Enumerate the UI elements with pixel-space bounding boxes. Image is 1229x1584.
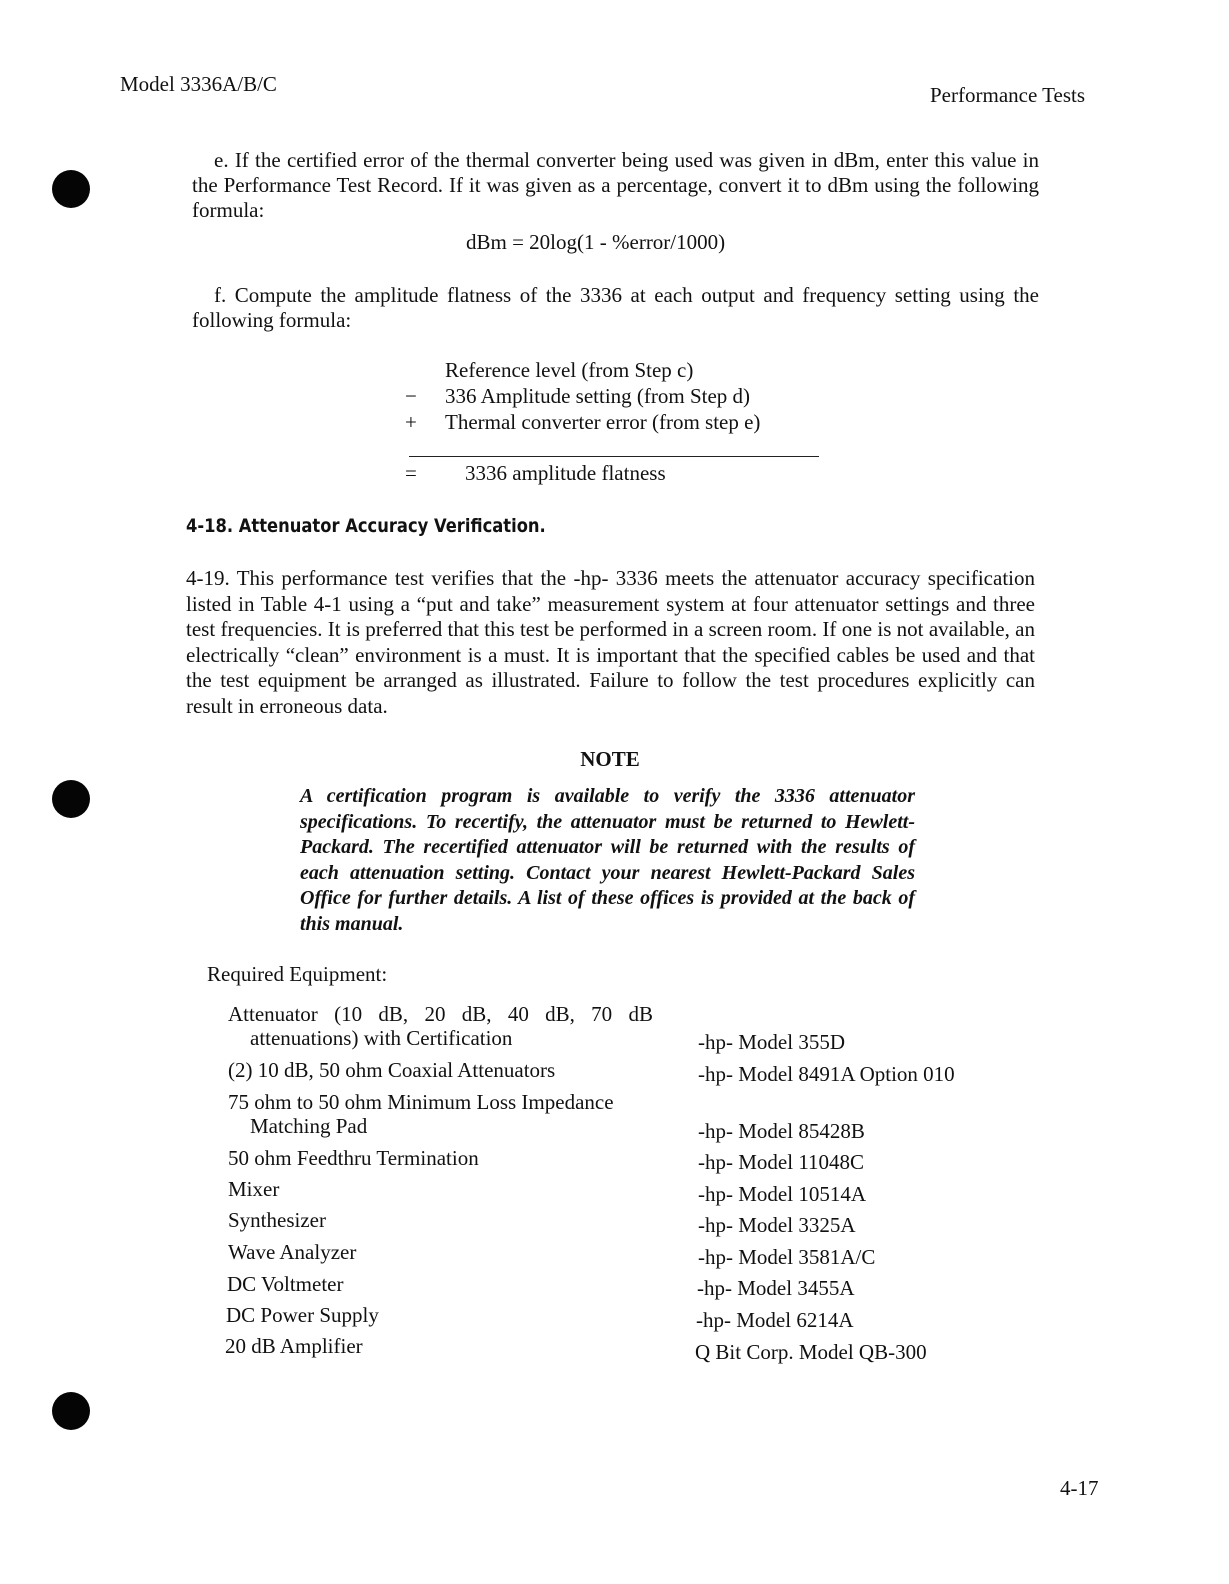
- minus-sign: −: [405, 384, 417, 408]
- equipment-name-mixer: Mixer: [228, 1177, 280, 1201]
- equipment-name-coaxial-attenuators: (2) 10 dB, 50 ohm Coaxial Attenuators: [228, 1058, 556, 1082]
- equipment-name-feedthru: 50 ohm Feedthru Termination: [228, 1146, 479, 1170]
- equipment-name-matching-pad: 75 ohm to 50 ohm Minimum Loss Impedance Matching Pad: [228, 1090, 614, 1138]
- equipment-model-feedthru: -hp- Model 11048C: [698, 1150, 865, 1174]
- equipment-name-synthesizer: Synthesizer: [228, 1208, 326, 1232]
- note-title: NOTE: [580, 747, 640, 771]
- equipment-model-matching-pad: -hp- Model 85428B: [698, 1119, 865, 1143]
- equipment-name-attenuator: Attenuator (10 dB, 20 dB, 40 dB, 70 dB attenuations) with Certification: [228, 1002, 653, 1050]
- dbm-formula: dBm = 20log(1 - %error/1000): [466, 230, 726, 254]
- section-heading-4-18: 4-18. Attenuator Accuracy Verification.: [186, 515, 546, 537]
- calc-line-2: 336 Amplitude setting (from Step d): [445, 384, 751, 408]
- binder-hole-middle: [52, 780, 90, 818]
- equipment-model-amplifier: Q Bit Corp. Model QB-300: [695, 1340, 927, 1364]
- step-f-text: f. Compute the amplitude flatness of the 3336 at each output and frequency setting using the following formula:: [192, 283, 1039, 332]
- equals-sign: =: [405, 461, 417, 485]
- equipment-model-synthesizer: -hp- Model 3325A: [698, 1213, 856, 1237]
- equipment-model-dc-voltmeter: -hp- Model 3455A: [697, 1276, 855, 1300]
- binder-hole-bottom: [52, 1392, 90, 1430]
- equipment-model-coaxial-attenuators: -hp- Model 8491A Option 010: [698, 1062, 955, 1086]
- calc-line-reference: [405, 358, 693, 383]
- equipment-name-dc-power-supply: DC Power Supply: [226, 1303, 379, 1327]
- calc-line-3: Thermal converter error (from step e): [445, 410, 761, 434]
- binder-hole-top: [52, 170, 90, 208]
- calc-line-result: [405, 461, 666, 486]
- equipment-model-mixer: -hp- Model 10514A: [698, 1182, 866, 1206]
- paragraph-4-19: 4-19. This performance test verifies that the -hp- 3336 meets the attenuator accuracy specification listed in Table 4-1 using a “put and take” measurement system at four attenuator settings and three test frequencies. It is preferred that this test be performed in a screen room. If one is not available, an electrically “clean” environment is a must. It is important that the specified cables be used and that the test equipment be arranged as illustrated. Failure to follow the test procedures explicitly can result in erroneous data.: [186, 566, 1035, 718]
- equipment-name-wave-analyzer: Wave Analyzer: [228, 1240, 357, 1264]
- equipment-model-wave-analyzer: -hp- Model 3581A/C: [698, 1245, 876, 1269]
- note-text: A certification program is available to verify the 3336 attenuator specifications. To recertify, the attenuator must be returned to Hewlett-Packard. The recertified attenuator will be returned with the results of each attenuation setting. Contact your nearest Hewlett-Packard Sales Office for further details. A list of these offices is provided at the back of this manual.: [300, 785, 915, 935]
- equipment-name-dc-voltmeter: DC Voltmeter: [227, 1272, 344, 1296]
- calc-line-1: Reference level (from Step c): [445, 358, 694, 382]
- step-e-text: e. If the certified error of the thermal converter being used was given in dBm, enter this value in the Performance Test Record. If it was given as a percentage, convert it to dBm using the following formula:: [192, 148, 1039, 222]
- calc-line-converter: [405, 410, 760, 435]
- page-number: 4-17: [1060, 1476, 1099, 1500]
- calc-sum-rule: [409, 456, 819, 457]
- equipment-model-attenuator: -hp- Model 355D: [698, 1030, 845, 1054]
- equipment-name-amplifier: 20 dB Amplifier: [225, 1334, 363, 1358]
- plus-sign: +: [405, 410, 417, 434]
- header-section: Performance Tests: [930, 83, 1086, 107]
- equipment-model-dc-power-supply: -hp- Model 6214A: [696, 1308, 854, 1332]
- calc-result: 3336 amplitude flatness: [465, 461, 666, 485]
- calc-line-amplitude: [405, 384, 750, 409]
- header-model: Model 3336A/B/C: [120, 72, 277, 96]
- required-equipment-label: Required Equipment:: [207, 962, 388, 986]
